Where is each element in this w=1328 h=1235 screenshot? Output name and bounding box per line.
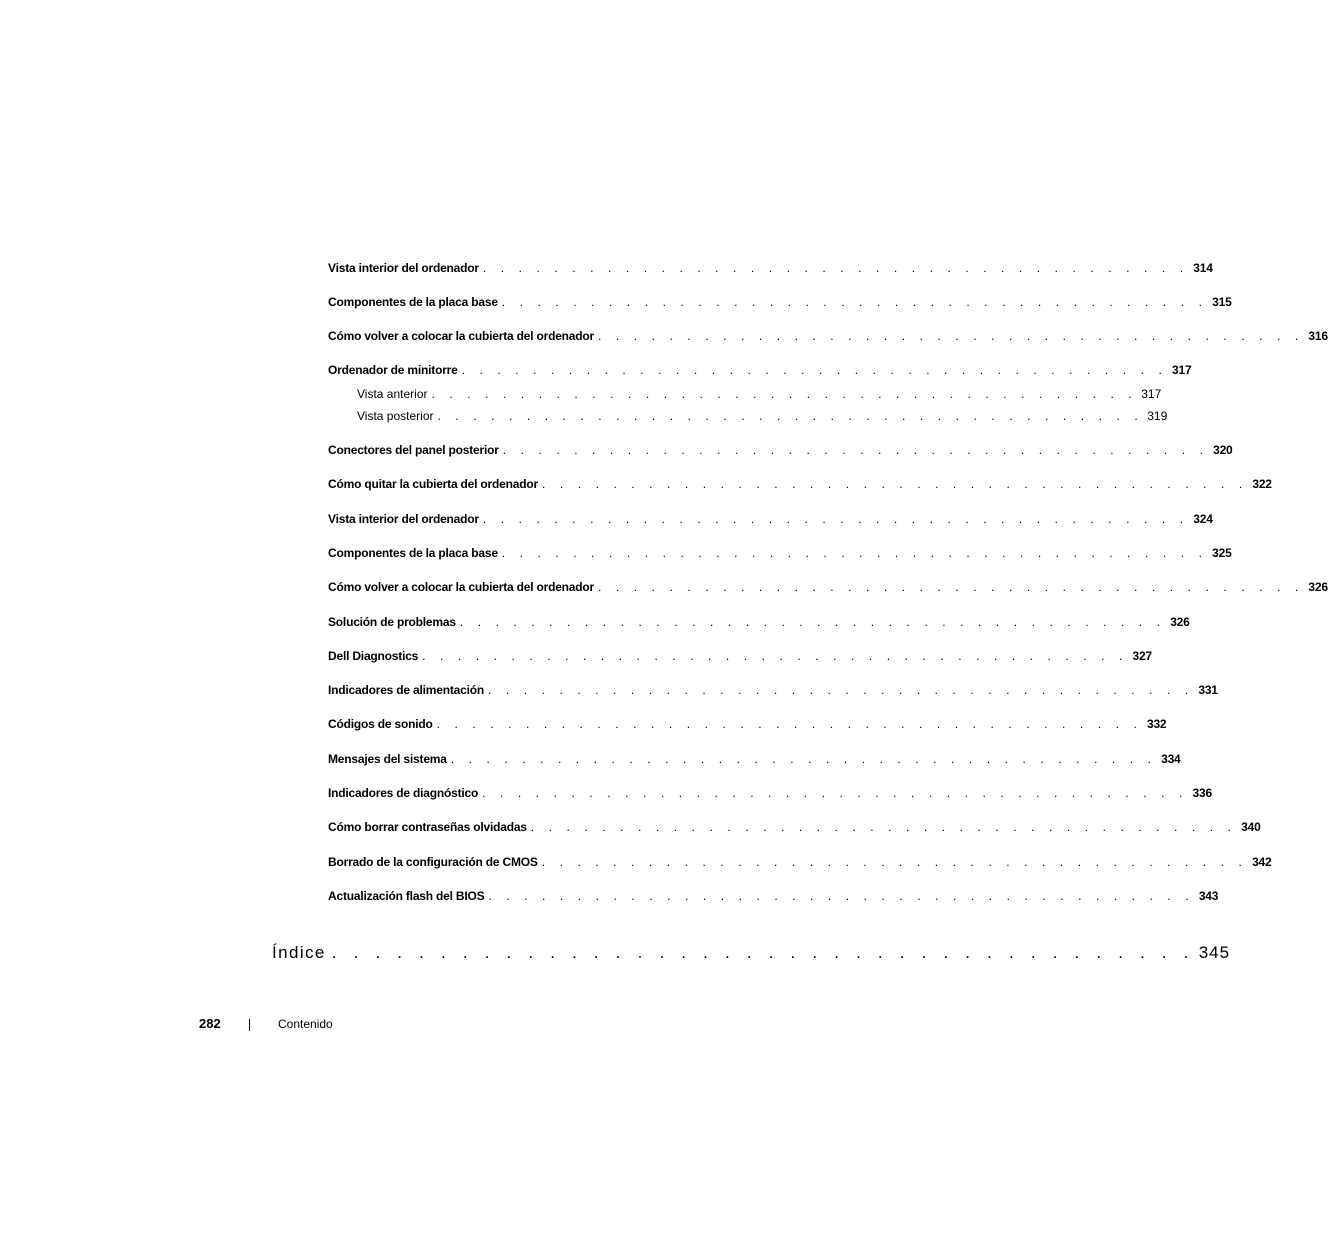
footer-page-number: 282 <box>199 1016 221 1031</box>
toc-dot-leader: . . . . . . . . . . . . . . . . . . . . . . . . . . . . . . . . . . . . . . . . <box>482 786 1188 800</box>
toc-dot-leader: . . . . . . . . . . . . . . . . . . . . . . . . . . . . . . . . . . . . . . . . <box>541 855 1248 869</box>
toc-entry[interactable] <box>328 715 1167 733</box>
toc-dot-leader: . . . . . . . . . . . . . . . . . . . . . . . . . . . . . . . . . . . . . . . . <box>331 943 1195 962</box>
toc-dot-leader: . . . . . . . . . . . . . . . . . . . . . . . . . . . . . . . . . . . . . . . . <box>487 683 1194 697</box>
toc-dot-leader: . . . . . . . . . . . . . . . . . . . . . . . . . . . . . . . . . . . . . . . . <box>530 820 1237 834</box>
toc-dot-leader: . . . . . . . . . . . . . . . . . . . . . . . . . . . . . . . . . . . . . . . . <box>436 717 1143 731</box>
toc-dot-leader: . . . . . . . . . . . . . . . . . . . . . . . . . . . . . . . . . . . . . . . . <box>501 295 1208 309</box>
toc-dot-leader: . . . . . . . . . . . . . . . . . . . . . . . . . . . . . . . . . . . . . . . . <box>450 752 1157 766</box>
toc-entry[interactable] <box>328 887 1219 905</box>
toc-entry-page: 326 <box>1308 580 1328 594</box>
toc-entry-page: 325 <box>1212 546 1232 560</box>
toc-entry[interactable] <box>328 259 1213 277</box>
toc-entry-page: 319 <box>1147 409 1168 423</box>
toc-entry-title: Cómo quitar la cubierta del ordenador <box>328 477 538 491</box>
toc-dot-leader: . . . . . . . . . . . . . . . . . . . . . . . . . . . . . . . . . . . . . . . . <box>482 512 1189 526</box>
toc-entry[interactable] <box>328 818 1261 836</box>
toc-entry-title: Componentes de la placa base <box>328 295 498 309</box>
toc-dot-leader: . . . . . . . . . . . . . . . . . . . . . . . . . . . . . . . . . . . . . . . . <box>422 649 1128 663</box>
toc-dot-leader: . . . . . . . . . . . . . . . . . . . . . . . . . . . . . . . . . . . . . . . . <box>461 363 1168 377</box>
toc-entry-page: 314 <box>1193 261 1213 275</box>
toc-dot-leader: . . . . . . . . . . . . . . . . . . . . . . . . . . . . . . . . . . . . . . . . <box>482 261 1189 275</box>
toc-entry-page: 340 <box>1241 820 1261 834</box>
toc-entry[interactable] <box>328 681 1218 699</box>
toc-entry-title: Borrado de la configuración de CMOS <box>328 855 538 869</box>
toc-entry-title: Solución de problemas <box>328 615 456 629</box>
footer-section-name: Contenido <box>278 1017 333 1031</box>
toc-entry-title: Mensajes del sistema <box>328 752 447 766</box>
toc-entry-title: Actualización flash del BIOS <box>328 889 485 903</box>
toc-entry-title: Dell Diagnostics <box>328 649 419 663</box>
toc-index-entry[interactable] <box>272 940 1231 966</box>
toc-entry[interactable] <box>328 441 1233 459</box>
toc-entry-page: 334 <box>1161 752 1181 766</box>
toc-entry-title: Indicadores de alimentación <box>328 683 484 697</box>
toc-entry-title: Cómo borrar contraseñas olvidadas <box>328 820 527 834</box>
index-page: 345 <box>1198 943 1231 962</box>
toc-entry-title: Componentes de la placa base <box>328 546 498 560</box>
toc-entry-page: 317 <box>1172 363 1192 377</box>
toc-entry[interactable] <box>328 578 1328 596</box>
toc-entry[interactable] <box>328 784 1212 802</box>
toc-entry[interactable] <box>328 544 1232 562</box>
footer-divider <box>249 1019 250 1031</box>
toc-entry-title: Cómo volver a colocar la cubierta del ordenador <box>328 580 595 594</box>
toc-entry[interactable] <box>328 361 1192 379</box>
toc-entry-page: 324 <box>1193 512 1213 526</box>
page-footer <box>0 1014 954 1034</box>
toc-entry-title: Vista posterior <box>357 409 434 423</box>
toc-entry-title: Conectores del panel posterior <box>328 443 499 457</box>
toc-entry-page: 317 <box>1141 387 1162 401</box>
toc-entry-title: Códigos de sonido <box>328 717 433 731</box>
toc-dot-leader: . . . . . . . . . . . . . . . . . . . . . . . . . . . . . . . . . . . . . . . . <box>437 409 1144 423</box>
toc-entry-title: Vista interior del ordenador <box>328 512 479 526</box>
toc-entry-title: Vista anterior <box>357 387 428 401</box>
toc-entry-title: Cómo volver a colocar la cubierta del ordenador <box>328 329 595 343</box>
toc-dot-leader: . . . . . . . . . . . . . . . . . . . . . . . . . . . . . . . . . . . . . . . . <box>598 329 1304 343</box>
toc-entry-page: 320 <box>1213 443 1233 457</box>
toc-dot-leader: . . . . . . . . . . . . . . . . . . . . . . . . . . . . . . . . . . . . . . . . <box>431 387 1138 401</box>
toc-entry[interactable] <box>328 475 1272 493</box>
toc-entry-title: Vista interior del ordenador <box>328 261 479 275</box>
toc-entry-title: Ordenador de minitorre <box>328 363 458 377</box>
toc-dot-leader: . . . . . . . . . . . . . . . . . . . . . . . . . . . . . . . . . . . . . . . . <box>598 580 1304 594</box>
toc-entry-page: 336 <box>1192 786 1212 800</box>
toc-entry-page: 327 <box>1132 649 1152 663</box>
toc-entry[interactable] <box>328 293 1232 311</box>
toc-dot-leader: . . . . . . . . . . . . . . . . . . . . . . . . . . . . . . . . . . . . . . . . <box>502 443 1209 457</box>
toc-dot-leader: . . . . . . . . . . . . . . . . . . . . . . . . . . . . . . . . . . . . . . . . <box>501 546 1208 560</box>
toc-entry[interactable] <box>328 853 1272 871</box>
table-of-contents <box>328 259 1328 905</box>
toc-entry-page: 315 <box>1212 295 1232 309</box>
toc-entry[interactable] <box>328 647 1152 665</box>
toc-dot-leader: . . . . . . . . . . . . . . . . . . . . . . . . . . . . . . . . . . . . . . . . <box>488 889 1195 903</box>
toc-dot-leader: . . . . . . . . . . . . . . . . . . . . . . . . . . . . . . . . . . . . . . . . <box>459 615 1166 629</box>
index-title: Índice <box>272 943 326 962</box>
toc-entry-page: 316 <box>1308 329 1328 343</box>
toc-entry-page: 331 <box>1198 683 1218 697</box>
toc-entry[interactable] <box>328 327 1328 345</box>
toc-entry-page: 322 <box>1252 477 1272 491</box>
toc-subentry[interactable] <box>328 407 1168 425</box>
toc-entry-title: Indicadores de diagnóstico <box>328 786 479 800</box>
toc-entry-page: 332 <box>1146 717 1167 731</box>
toc-entry-page: 326 <box>1170 615 1190 629</box>
toc-entry[interactable] <box>328 613 1190 631</box>
toc-entry-page: 342 <box>1252 855 1272 869</box>
toc-dot-leader: . . . . . . . . . . . . . . . . . . . . . . . . . . . . . . . . . . . . . . . . <box>541 477 1248 491</box>
toc-entry-page: 343 <box>1198 889 1219 903</box>
toc-entry[interactable] <box>328 750 1181 768</box>
toc-entry[interactable] <box>328 510 1213 528</box>
toc-subentry[interactable] <box>328 385 1162 403</box>
